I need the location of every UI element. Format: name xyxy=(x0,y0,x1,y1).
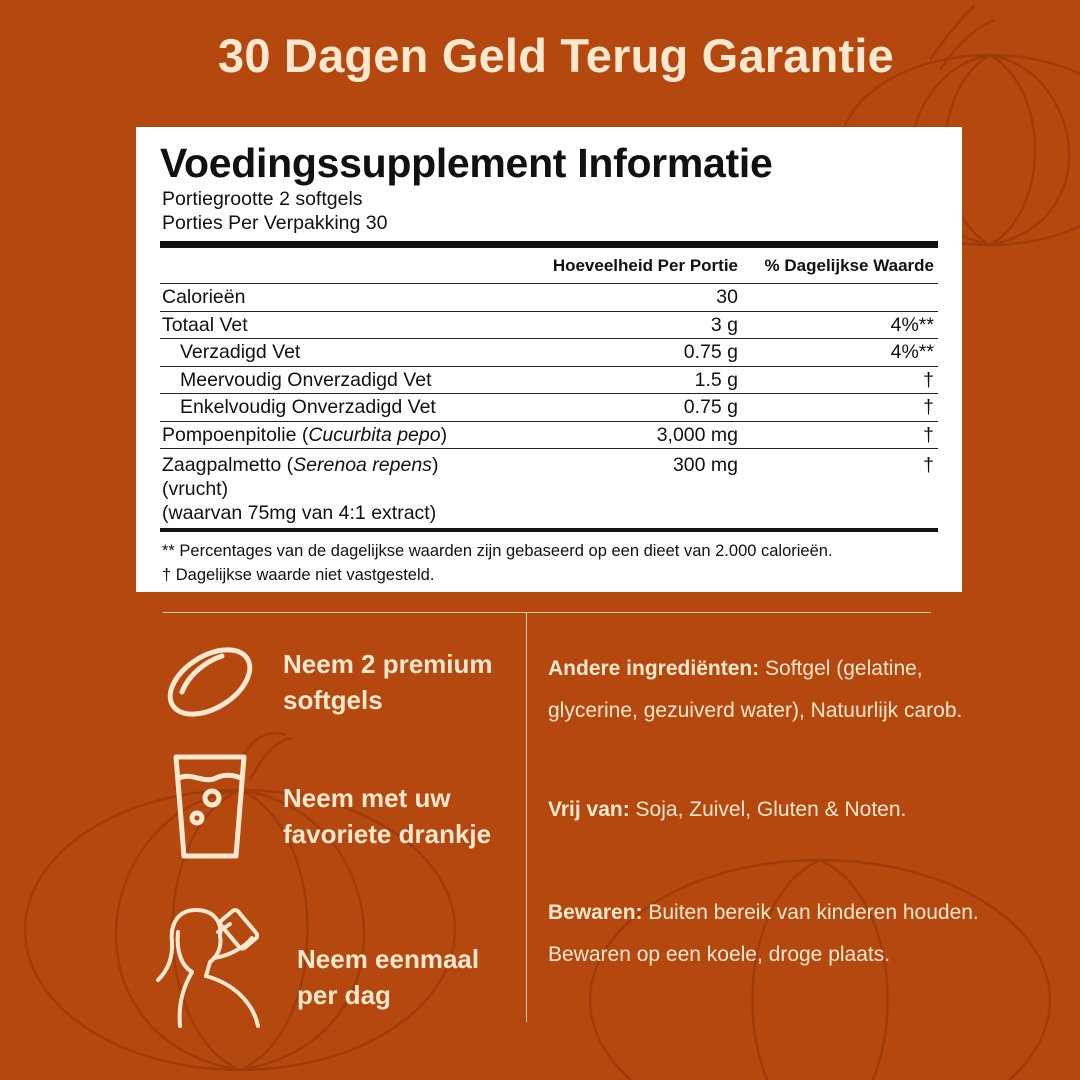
row-dv: † xyxy=(742,366,938,394)
row-amount: 0.75 g xyxy=(506,339,742,367)
step-drink xyxy=(283,780,491,852)
ingredients-label: Andere ingrediënten: xyxy=(548,657,760,680)
table-row xyxy=(160,284,938,312)
row-name: Pompoenpitolie (Cucurbita pepo) xyxy=(160,421,506,449)
row-name: Totaal Vet xyxy=(160,311,506,339)
row-amount: 0.75 g xyxy=(506,394,742,422)
step-line: Neem eenmaal xyxy=(297,944,480,974)
page-title: 30 Dagen Geld Terug Garantie xyxy=(218,29,894,82)
row-dv: † xyxy=(742,449,938,529)
row-name: Enkelvoudig Onverzadigd Vet xyxy=(160,394,506,422)
step-line: favoriete drankje xyxy=(283,819,492,849)
softgel-icon xyxy=(160,640,260,725)
servings-per-container: Porties Per Verpakking 30 xyxy=(162,212,388,234)
ingredients-text: Softgel (gelatine, glycerine, gezuiverd water), Natuurlijk carob. xyxy=(548,657,963,722)
serving-size: Portiegrootte 2 softgels xyxy=(162,188,363,210)
row-amount: 3,000 mg xyxy=(506,421,742,449)
person-drinking-icon xyxy=(148,902,288,1028)
row-dv: 4%** xyxy=(742,339,938,367)
row-amount: 1.5 g xyxy=(506,366,742,394)
supplement-facts-panel xyxy=(136,127,962,592)
horizontal-divider xyxy=(163,612,931,613)
storage-info xyxy=(548,892,1018,976)
step-line: per dag xyxy=(297,980,391,1010)
row-amount: 30 xyxy=(506,284,742,312)
free-from-label: Vrij van: xyxy=(548,798,630,821)
footnotes xyxy=(162,532,938,588)
step-daily xyxy=(297,941,479,1013)
row-dv: † xyxy=(742,421,938,449)
row-amount: 3 g xyxy=(506,311,742,339)
row-name: Verzadigd Vet xyxy=(160,339,506,367)
facts-table xyxy=(160,248,938,528)
row-amount: 300 mg xyxy=(506,449,742,529)
drink-glass-icon xyxy=(170,752,250,862)
row-name: Meervoudig Onverzadigd Vet xyxy=(160,366,506,394)
step-line: Neem 2 premium xyxy=(283,649,493,679)
storage-text: Buiten bereik van kinderen houden. Bewaren op een koele, droge plaats. xyxy=(548,901,979,966)
col-dv-header: % Dagelijkse Waarde xyxy=(764,256,934,275)
free-from-text: Soja, Zuivel, Gluten & Noten. xyxy=(629,798,907,821)
row-name: Zaagpalmetto (Serenoa repens)(vrucht) (waarvan 75mg van 4:1 extract) xyxy=(160,449,506,529)
storage-label: Bewaren: xyxy=(548,901,643,924)
row-dv xyxy=(742,284,938,312)
table-row xyxy=(160,421,938,449)
ingredients-info xyxy=(548,648,978,732)
vertical-divider xyxy=(526,612,527,1022)
table-row xyxy=(160,311,938,339)
table-row xyxy=(160,449,938,529)
free-from-info xyxy=(548,789,1018,831)
table-header xyxy=(160,248,938,284)
table-row xyxy=(160,394,938,422)
footnote-percentages: ** Percentages van de dagelijkse waarden zijn gebaseerd op een dieet van 2.000 calorieën. xyxy=(162,542,833,560)
col-amount-header: Hoeveelheid Per Portie xyxy=(552,256,738,275)
footnote-dagger: † Dagelijkse waarde niet vastgesteld. xyxy=(162,566,435,584)
row-dv: 4%** xyxy=(742,311,938,339)
step-line: softgels xyxy=(283,685,383,715)
row-dv: † xyxy=(742,394,938,422)
step-line: Neem met uw xyxy=(283,783,451,813)
facts-heading: Voedingssupplement Informatie xyxy=(160,140,773,186)
thick-divider xyxy=(160,241,938,248)
table-row xyxy=(160,366,938,394)
table-row xyxy=(160,339,938,367)
row-name: Calorieën xyxy=(160,284,506,312)
step-softgels xyxy=(283,646,493,718)
